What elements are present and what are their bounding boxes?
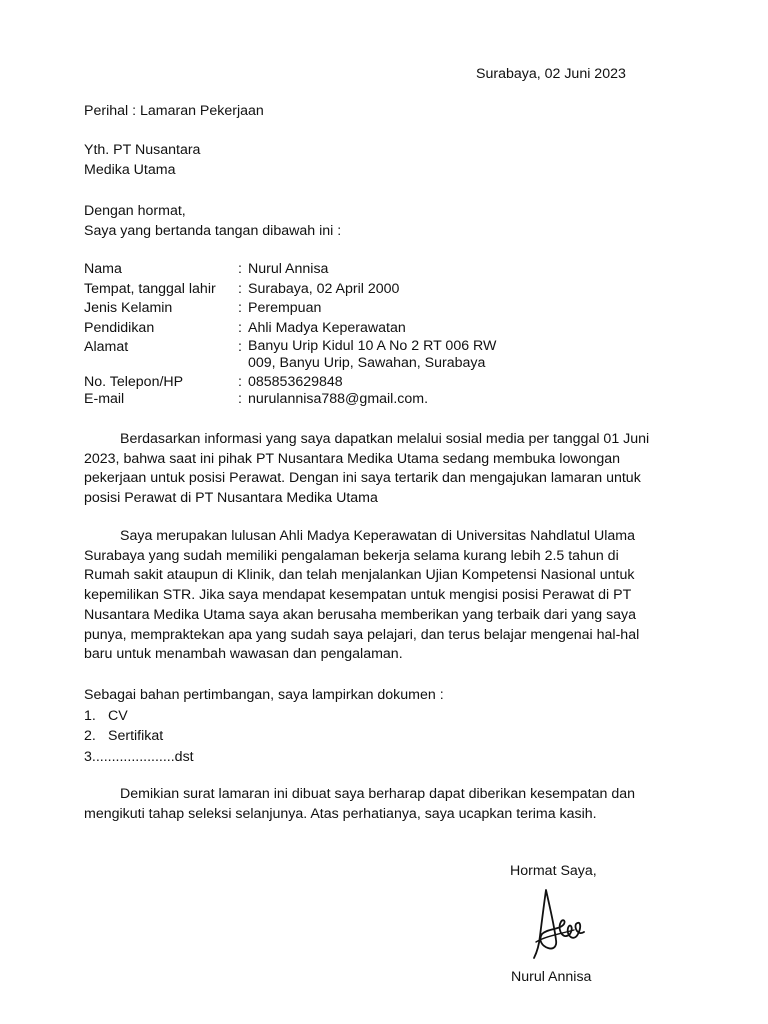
- detail-label: Tempat, tanggal lahir: [84, 280, 216, 297]
- detail-row-email: [84, 390, 604, 407]
- detail-label: Pendidikan: [84, 319, 155, 336]
- detail-row-name: [84, 260, 604, 280]
- detail-label: Nama: [84, 261, 122, 277]
- detail-value: 085853629848: [248, 374, 343, 390]
- paragraph-line: posisi Perawat di PT Nusantara Medika Utama: [84, 490, 378, 507]
- paragraph-job-info: [84, 430, 704, 509]
- detail-row-gender: [84, 299, 604, 319]
- detail-value: Perempuan: [248, 300, 322, 316]
- detail-row-birth: [84, 280, 604, 300]
- address-line: 009, Banyu Urip, Sawahan, Surabaya: [248, 355, 486, 371]
- list-text: Sertifikat: [108, 728, 164, 744]
- detail-separator: :: [238, 319, 242, 336]
- detail-label: No. Telepon/HP: [84, 374, 184, 390]
- greeting-block: [84, 202, 341, 241]
- detail-label: Jenis Kelamin: [84, 300, 173, 316]
- detail-separator: :: [238, 391, 242, 407]
- subject-line: Perihal : Lamaran Pekerjaan: [84, 103, 264, 119]
- paragraph-closing: [84, 785, 704, 824]
- list-number: 3.: [84, 748, 96, 765]
- closing-salutation: Hormat Saya,: [510, 863, 597, 879]
- detail-value: Surabaya, 02 April 2000: [248, 280, 400, 297]
- list-item: [84, 747, 444, 768]
- place-date: Surabaya, 02 Juni 2023: [476, 66, 626, 82]
- list-number: 2.: [84, 728, 96, 744]
- detail-label: Alamat: [84, 339, 129, 355]
- recipient-block: [84, 141, 200, 180]
- list-text: CV: [108, 707, 128, 724]
- detail-row-phone: [84, 373, 604, 390]
- detail-row-education: [84, 319, 604, 339]
- detail-value: Nurul Annisa: [248, 261, 329, 277]
- detail-separator: :: [238, 261, 242, 277]
- greeting: Dengan hormat,: [84, 203, 186, 219]
- paragraph-qualifications: [84, 527, 704, 665]
- paragraph-line: Nusantara Medika Utama saya akan berusaha memberikan yang terbaik dari yang saya: [84, 606, 637, 623]
- paragraph-line: Saya merupakan lulusan Ahli Madya Keperawatan di Universitas Nahdlatul Ulama: [120, 528, 635, 544]
- paragraph-line: pekerjaan untuk posisi Perawat. Dengan ini saya tertarik dan mengajukan lamaran untuk: [84, 470, 641, 487]
- intro-line: Saya yang bertanda tangan dibawah ini :: [84, 222, 342, 239]
- paragraph-line: Berdasarkan informasi yang saya dapatkan melalui sosial media per tanggal 01 Juni: [120, 431, 650, 447]
- list-number: 1.: [84, 707, 96, 724]
- paragraph-line: mengikuti tahap seleksi selanjunya. Atas perhatianya, saya ucapkan terima kasih.: [84, 805, 597, 822]
- detail-separator: :: [238, 300, 242, 316]
- recipient-line: Medika Utama: [84, 161, 176, 178]
- attachments-block: [84, 685, 444, 767]
- recipient-line: Yth. PT Nusantara: [84, 142, 201, 158]
- detail-separator: :: [238, 339, 242, 355]
- list-item: [84, 706, 444, 727]
- list-item: [84, 726, 444, 747]
- detail-value: nurulannisa788@gmail.com.: [248, 391, 429, 407]
- applicant-details: [84, 260, 604, 407]
- detail-label: E-mail: [84, 391, 125, 407]
- detail-value: [248, 338, 496, 372]
- attachments-intro: Sebagai bahan pertimbangan, saya lampirkan dokumen :: [84, 687, 444, 703]
- paragraph-line: Rumah sakit ataupun di Klinik, dan telah menjalankan Ujian Kompetensi Nasional untuk: [84, 567, 635, 584]
- list-text: ....................dst: [95, 748, 194, 765]
- paragraph-line: 2023, bahwa saat ini pihak PT Nusantara Medika Utama sedang membuka lowongan: [84, 450, 621, 467]
- signature-icon: [530, 884, 590, 964]
- paragraph-line: punya, mempraktekan apa yang sudah saya pelajari, dan terus belajar mengenai hal-hal: [84, 626, 640, 643]
- paragraph-line: Demikian surat lamaran ini dibuat saya berharap dapat diberikan kesempatan dan: [120, 786, 635, 802]
- address-line: Banyu Urip Kidul 10 A No 2 RT 006 RW: [248, 338, 497, 354]
- detail-row-address: [84, 338, 604, 373]
- signer-name: Nurul Annisa: [511, 969, 592, 985]
- paragraph-line: baru untuk menambah wawasan dan pengalaman.: [84, 646, 403, 663]
- detail-separator: :: [238, 280, 242, 297]
- paragraph-line: Surabaya yang sudah memiliki pengalaman bekerja selama kurang lebih 2.5 tahun di: [84, 547, 619, 564]
- detail-separator: :: [238, 374, 242, 390]
- paragraph-line: kepemilikan STR. Jika saya mendapat kesempatan untuk mengisi posisi Perawat di PT: [84, 587, 632, 604]
- detail-value: Ahli Madya Keperawatan: [248, 319, 406, 336]
